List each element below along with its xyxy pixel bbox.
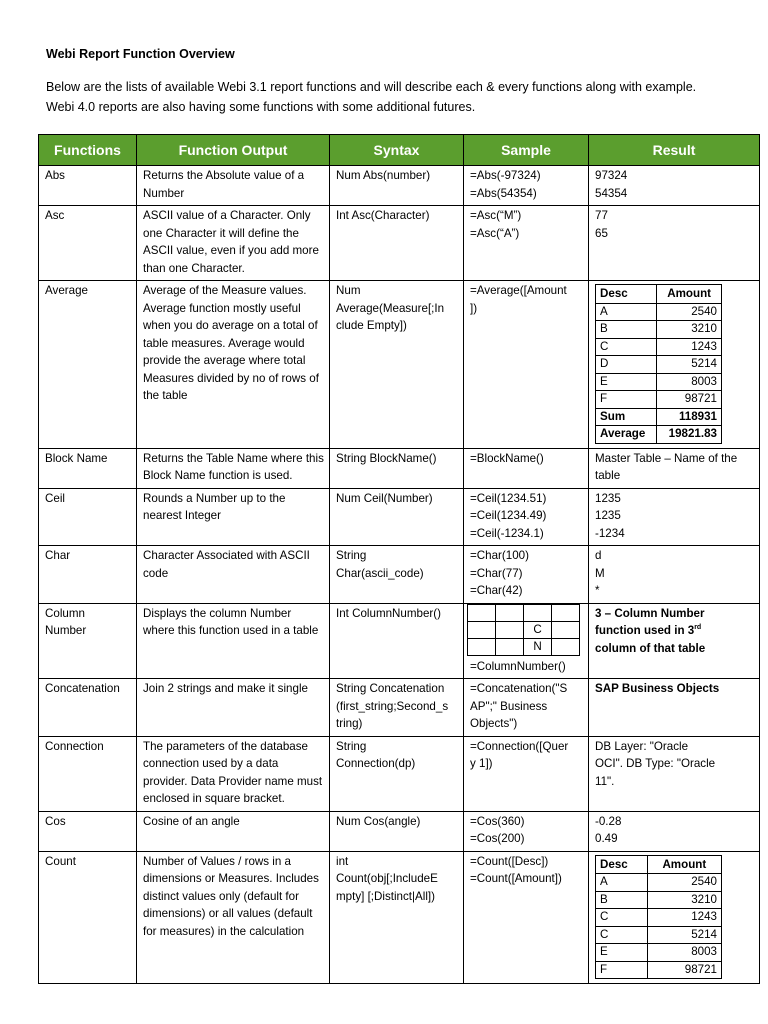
sample-line: =Connection([Quer [470,739,569,753]
sub-cell-desc: C [596,926,648,944]
syntax-line: mpty] [;Distinct|All]) [336,889,435,903]
cell-result [589,488,760,546]
result-line: -0.28 [595,814,622,828]
sub-cell-desc: A [596,874,648,892]
cell-sample [464,736,589,811]
sub-cell-amount: 2540 [647,874,721,892]
result-line: 65 [595,226,608,240]
function-line: Number [45,624,87,637]
table-row [39,448,760,488]
cell-syntax: Int Asc(Character) [330,206,464,281]
cell-syntax: String BlockName() [330,448,464,488]
syntax-line: Average(Measure[;In [336,301,445,315]
cell-function: Abs [39,166,137,206]
cell-sample [464,603,589,679]
result-line: -1234 [595,526,625,540]
table-row [39,206,760,281]
sub-row [596,909,722,927]
header-functions: Functions [39,135,137,166]
sub-row [596,874,722,892]
cell-output: Join 2 strings and make it single [137,679,330,737]
cell-output: Returns the Table Name where this Block Name function is used. [137,448,330,488]
header-row [39,135,760,166]
sample-line: =ColumnNumber() [470,659,566,673]
sub-cell-amount: 3210 [647,891,721,909]
cell-syntax: Num Ceil(Number) [330,488,464,546]
result-line: 0.49 [595,832,618,845]
cell-output: Cosine of an angle [137,811,330,851]
sub-row [596,356,722,374]
sub-cell-amount: 5214 [647,926,721,944]
cell-result: Master Table – Name of the table [589,448,760,488]
syntax-line: String [336,549,367,562]
sub-row-average [596,426,722,444]
sub-cell-amount: 8003 [647,944,721,962]
cell-result: SAP Business Objects [589,679,760,737]
syntax-line: Char(ascii_code) [336,566,424,580]
sub-cell-desc: E [596,373,657,391]
cell-syntax [330,546,464,604]
column-number-grid [467,604,580,656]
cell-output: ASCII value of a Character. Only one Character it will define the ASCII value, even if you add more than one Character. [137,206,330,281]
result-line: 97324 [595,169,628,182]
cell-function: Connection [39,736,137,811]
sub-cell-desc: Average [596,426,657,444]
sub-cell-amount: 5214 [657,356,722,374]
sample-line: =Asc(“M”) [470,209,522,222]
sub-cell-desc: F [596,391,657,409]
syntax-line: (first_string;Second_s [336,699,449,713]
sub-header-desc: Desc [596,285,657,304]
cell-sample [464,679,589,737]
syntax-line: Connection(dp) [336,757,416,770]
sub-header-desc: Desc [596,855,648,874]
table-row [39,281,760,449]
cell-result [589,281,760,449]
cell-sample [464,488,589,546]
cell-function: Cos [39,811,137,851]
sub-cell-amount: 8003 [657,373,722,391]
cell-function: Block Name [39,448,137,488]
syntax-line: tring) [336,717,363,730]
doc-title: Webi Report Function Overview [46,47,235,61]
header-result: Result [589,135,760,166]
sub-row [596,303,722,321]
cell-output: Rounds a Number up to the nearest Integer [137,488,330,546]
syntax-line: Count(obj[;IncludeE [336,872,438,885]
syntax-line: clude Empty]) [336,319,407,332]
sample-line: ]) [470,301,478,315]
sub-row [596,891,722,909]
cell-result [589,603,760,679]
result-text: function used in 3 [595,624,695,637]
result-line: OCI". DB Type: "Oracle [595,757,716,770]
sample-line: =Cos(360) [470,814,525,828]
cell-syntax: Num Abs(number) [330,166,464,206]
sample-line: AP";" Business [470,699,548,713]
sub-cell-desc: Sum [596,408,657,426]
result-line [595,622,754,640]
cell-sample [464,281,589,449]
cell-sample [464,206,589,281]
sub-cell-desc: B [596,891,648,909]
cell-output: Average of the Measure values. Average function mostly useful when you do average on a total of table measures. Average would provide the average where total Measures divided by no of rows of the table [137,281,330,449]
count-result-table [595,855,722,980]
result-superscript: rd [694,624,702,632]
sub-cell-desc: C [596,909,648,927]
cell-syntax: Int ColumnNumber() [330,603,464,679]
sub-row-sum [596,408,722,426]
sub-row [596,338,722,356]
intro-text [46,77,736,117]
sample-line: Objects") [470,717,518,730]
cell-function: Char [39,546,137,604]
table-row [39,851,760,984]
sub-cell-amount: 3210 [657,321,722,339]
result-line: d [595,549,602,562]
table-row [39,603,760,679]
header-syntax: Syntax [330,135,464,166]
sample-line: =Concatenation("S [470,682,568,695]
table-row [39,166,760,206]
cell-sample [464,546,589,604]
cell-syntax [330,281,464,449]
cell-result [589,546,760,604]
cell-result [589,736,760,811]
result-line: 54354 [595,186,628,200]
result-line: DB Layer: "Oracle [595,739,689,753]
sample-line: =Char(42) [470,584,523,597]
sample-line: =Cos(200) [470,832,525,845]
result-line: column of that table [595,641,706,655]
syntax-line: String [336,739,367,753]
sub-header-amount: Amount [647,855,721,874]
sample-line: =Count([Desc]) [470,854,549,868]
sub-cell-amount: 98721 [647,961,721,979]
sub-row [596,961,722,979]
sub-cell-desc: D [596,356,657,374]
sample-line: =Asc(“A”) [470,226,520,240]
cell-output: Number of Values / rows in a dimensions or Measures. Includes distinct values only (default for dimensions) or all values (default for measures) in the calculation [137,851,330,984]
intro-line-2: Webi 4.0 reports are also having some functions with some additional futures. [46,100,476,114]
cell-function: Average [39,281,137,449]
sub-cell-amount: 118931 [657,408,722,426]
sub-cell-amount: 1243 [647,909,721,927]
result-line: 11". [595,774,615,788]
cell-syntax [330,851,464,984]
intro-line-1: Below are the lists of available Webi 3.1 report functions and will describe each & every functions along with example. [46,80,697,94]
cell-output: Character Associated with ASCII code [137,546,330,604]
result-line: M [595,566,605,580]
cell-syntax [330,736,464,811]
header-function-output: Function Output [137,135,330,166]
sample-line: =Char(77) [470,566,523,580]
result-line: 3 – Column Number [595,606,705,620]
sample-line: =Abs(54354) [470,186,537,200]
sample-line: y 1]) [470,757,493,770]
result-line: * [595,584,600,597]
sub-cell-desc: E [596,944,648,962]
cell-result [589,811,760,851]
result-line: 77 [595,209,608,222]
result-line: 1235 [595,491,621,505]
table-row [39,546,760,604]
syntax-line: Num [336,284,361,297]
cell-output: Returns the Absolute value of a Number [137,166,330,206]
cell-sample [464,811,589,851]
sub-cell-amount: 1243 [657,338,722,356]
sub-cell-desc: A [596,303,657,321]
sub-row [596,391,722,409]
function-line: Column [45,606,85,620]
syntax-line: int [336,854,349,868]
table-row [39,736,760,811]
cell-function: Ceil [39,488,137,546]
sub-cell-desc: B [596,321,657,339]
table-row [39,488,760,546]
sub-cell-amount: 2540 [657,303,722,321]
cell-syntax: Num Cos(angle) [330,811,464,851]
table-row [39,811,760,851]
result-line: 1235 [595,509,621,522]
sub-row [596,926,722,944]
sub-cell-desc: C [596,338,657,356]
table-row [39,679,760,737]
cell-syntax [330,679,464,737]
sub-cell-amount: 19821.83 [657,426,722,444]
cell-function: Concatenation [39,679,137,737]
cell-output: The parameters of the database connection used by a data provider. Data Provider name must enclosed in square bracket. [137,736,330,811]
cell-result [589,206,760,281]
sample-line: =Ceil(-1234.1) [470,526,544,540]
cell-function [39,603,137,679]
cell-function: Count [39,851,137,984]
sub-header-amount: Amount [657,285,722,304]
header-sample: Sample [464,135,589,166]
sample-line: =Average([Amount [470,284,567,297]
sub-cell-desc: F [596,961,648,979]
functions-table [38,134,760,984]
average-result-table [595,284,722,444]
cell-result [589,166,760,206]
sub-row [596,321,722,339]
sample-line: =Ceil(1234.51) [470,491,547,505]
cell-sample [464,851,589,984]
cell-output: Displays the column Number where this function used in a table [137,603,330,679]
cell-function: Asc [39,206,137,281]
syntax-line: String Concatenation [336,682,445,695]
grid-cell-n: N [524,638,552,655]
sample-line: =Abs(-97324) [470,169,541,182]
sub-cell-amount: 98721 [657,391,722,409]
sample-line: =Ceil(1234.49) [470,509,547,522]
sample-line: =Char(100) [470,549,529,562]
cell-sample: =BlockName() [464,448,589,488]
sub-row [596,373,722,391]
sub-row [596,944,722,962]
sample-line: =Count([Amount]) [470,872,562,885]
cell-sample [464,166,589,206]
grid-cell-c: C [524,621,552,638]
cell-result [589,851,760,984]
